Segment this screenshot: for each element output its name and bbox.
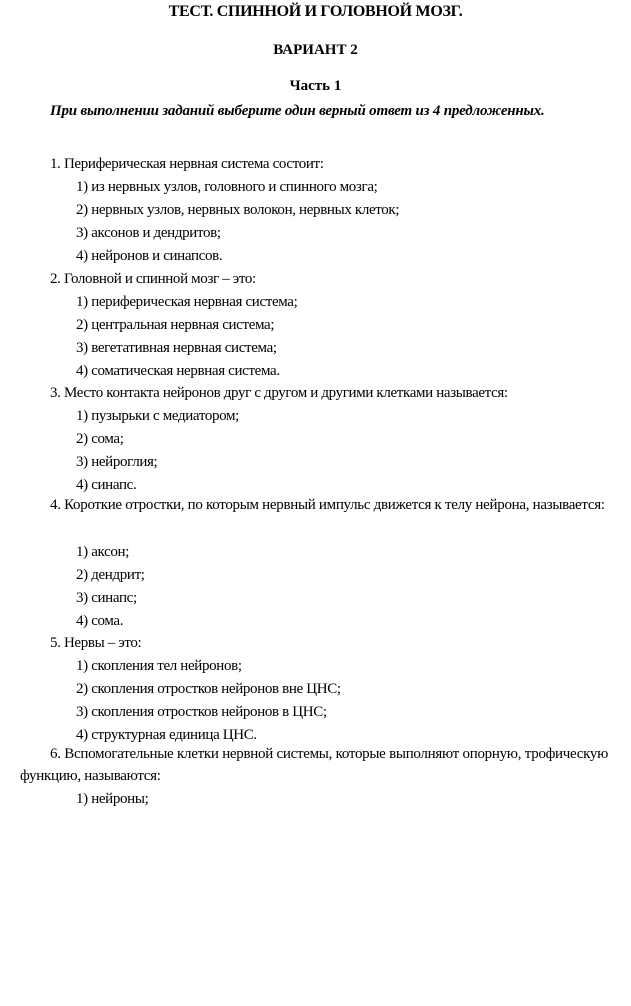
question-2-option-4: 4) соматическая нервная система. — [76, 363, 280, 379]
question-6-text: 6. Вспомогательные клетки нервной системы, которые выполняют опорную, трофическую функцию, называются: — [20, 746, 608, 784]
question-4-option-2: 2) дендрит; — [76, 567, 145, 583]
question-4-option-4: 4) сома. — [76, 613, 124, 629]
question-4-text: 4. Короткие отростки, по которым нервный импульс движется к телу нейрона, называется: — [50, 497, 605, 513]
question-1-option-1: 1) из нервных узлов, головного и спинного мозга; — [76, 179, 378, 195]
question-3-option-1: 1) пузырьки с медиатором; — [76, 408, 239, 424]
question-3-option-3: 3) нейроглия; — [76, 454, 158, 470]
question-1-option-3: 3) аксонов и дендритов; — [76, 225, 221, 241]
question-5-option-2: 2) скопления отростков нейронов вне ЦНС; — [76, 681, 341, 697]
question-5-option-4: 4) структурная единица ЦНС. — [76, 727, 257, 743]
question-3-text: 3. Место контакта нейронов друг с другом и другими клетками называется: — [50, 385, 508, 401]
question-1-option-4: 4) нейронов и синапсов. — [76, 248, 223, 264]
variant-heading: ВАРИАНТ 2 — [273, 42, 358, 58]
question-2-option-2: 2) центральная нервная система; — [76, 317, 275, 333]
question-5-option-1: 1) скопления тел нейронов; — [76, 658, 242, 674]
question-3-option-4: 4) синапс. — [76, 477, 137, 493]
instruction-text: При выполнении заданий выберите один верный ответ из 4 предложенных. — [50, 103, 545, 119]
part-heading: Часть 1 — [289, 78, 342, 94]
question-4-option-3: 3) синапс; — [76, 590, 137, 606]
question-4-option-1: 1) аксон; — [76, 544, 130, 560]
question-2-option-3: 3) вегетативная нервная система; — [76, 340, 277, 356]
question-1-text: 1. Периферическая нервная система состоит: — [50, 156, 324, 172]
question-5-text: 5. Нервы – это: — [50, 635, 142, 651]
question-1-option-2: 2) нервных узлов, нервных волокон, нервных клеток; — [76, 202, 400, 218]
question-2-option-1: 1) периферическая нервная система; — [76, 294, 298, 310]
test-title: ТЕСТ. СПИННОЙ И ГОЛОВНОЙ МОЗГ. — [168, 3, 463, 20]
question-2-text: 2. Головной и спинной мозг – это: — [50, 271, 256, 287]
question-6-option-1: 1) нейроны; — [76, 791, 149, 807]
question-5-option-3: 3) скопления отростков нейронов в ЦНС; — [76, 704, 327, 720]
question-3-option-2: 2) сома; — [76, 431, 124, 447]
